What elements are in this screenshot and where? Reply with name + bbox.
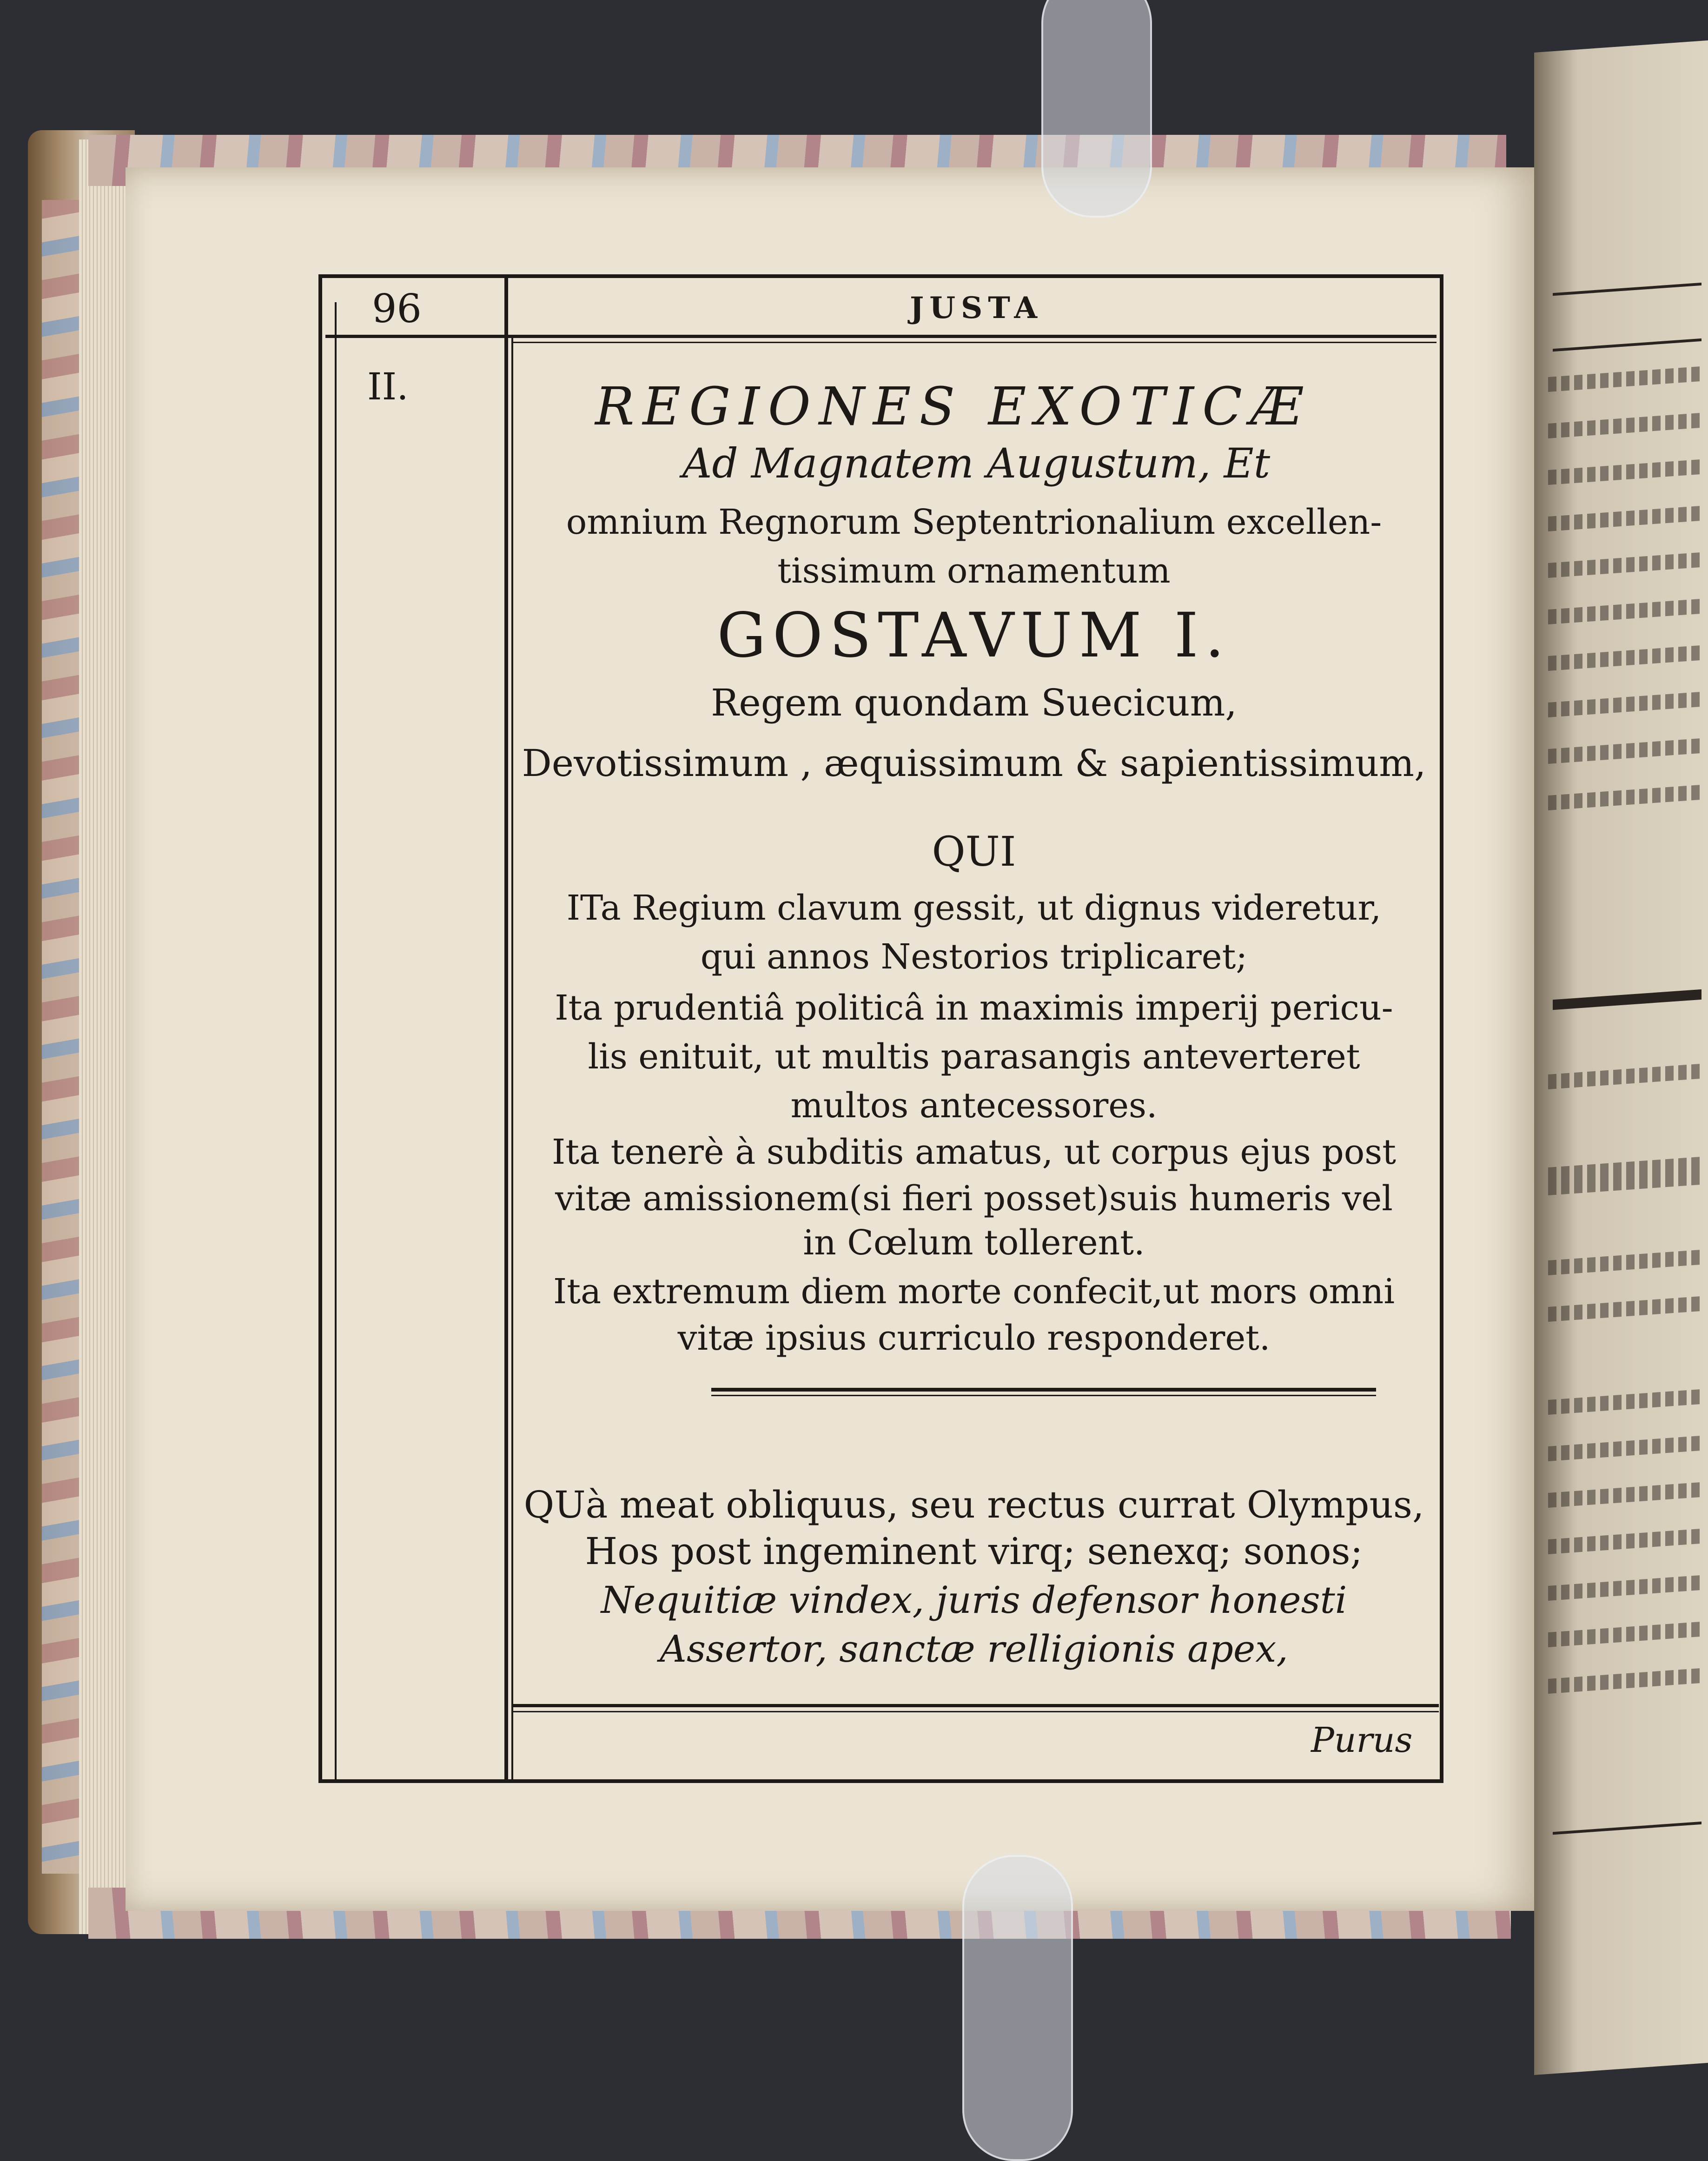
- verse-line: Hos post ingeminent virq; senexq; sonos;: [585, 1530, 1363, 1573]
- body-line: ITa Regium clavum gessit, ut dignus videretur,: [566, 888, 1382, 928]
- section-divider: [711, 1388, 1376, 1392]
- footer-rule-thin: [511, 1711, 1439, 1712]
- title-line-6: Regem quondam Suecicum,: [711, 681, 1237, 724]
- header-rule-thin: [511, 342, 1437, 343]
- verse-line: Nequitiæ vindex, juris defensor honesti: [601, 1578, 1347, 1622]
- title-line-5: GOSTAVUM I.: [717, 600, 1231, 671]
- margin-rule: [504, 274, 508, 1783]
- body-line: lis enituit, ut multis parasangis anteverteret: [588, 1037, 1360, 1077]
- title-line-8: QUI: [932, 828, 1016, 875]
- body-line: vitæ ipsius curriculo responderet.: [677, 1318, 1271, 1358]
- body-line: vitæ amissionem(si fieri posset)suis humeris vel: [555, 1179, 1393, 1219]
- body-line: in Cœlum tollerent.: [803, 1223, 1145, 1263]
- page-clip-bottom: [962, 1855, 1073, 2161]
- body-line: Ita extremum diem morte confecit,ut mors omni: [553, 1272, 1395, 1312]
- catchword: Purus: [1311, 1720, 1413, 1760]
- title-line-1: REGIONES EXOTICÆ: [595, 377, 1311, 437]
- marbled-edge-left: [42, 200, 84, 1874]
- verse-line: QUà meat obliquus, seu rectus currat Olympus,: [523, 1483, 1424, 1526]
- title-line-7: Devotissimum , æquissimum & sapientissimum,: [522, 742, 1426, 785]
- title-line-4: tissimum ornamentum: [777, 551, 1171, 591]
- footer-rule: [511, 1704, 1439, 1707]
- running-title: JUSTA: [909, 291, 1043, 325]
- body-line: Ita prudentiâ politicâ in maximis imperij pericu-: [555, 988, 1393, 1028]
- page-number: 96: [372, 286, 422, 331]
- verse-line: Assertor, sanctæ relligionis apex,: [660, 1627, 1288, 1670]
- section-divider-thin: [711, 1395, 1376, 1396]
- body-line: qui annos Nestorios triplicaret;: [700, 937, 1248, 977]
- frame-inner-rule: [335, 302, 337, 1783]
- body-line: Ita tenerè à subditis amatus, ut corpus ejus post: [551, 1132, 1397, 1172]
- margin-number: II.: [367, 365, 409, 408]
- page-clip-top: [1041, 0, 1152, 218]
- facing-page: [1534, 40, 1708, 2075]
- title-line-2: Ad Magnatem Augustum, Et: [682, 439, 1271, 487]
- body-line: multos antecessores.: [790, 1086, 1158, 1126]
- title-line-3: omnium Regnorum Septentrionalium excellen-: [566, 502, 1382, 542]
- header-rule: [325, 335, 1437, 338]
